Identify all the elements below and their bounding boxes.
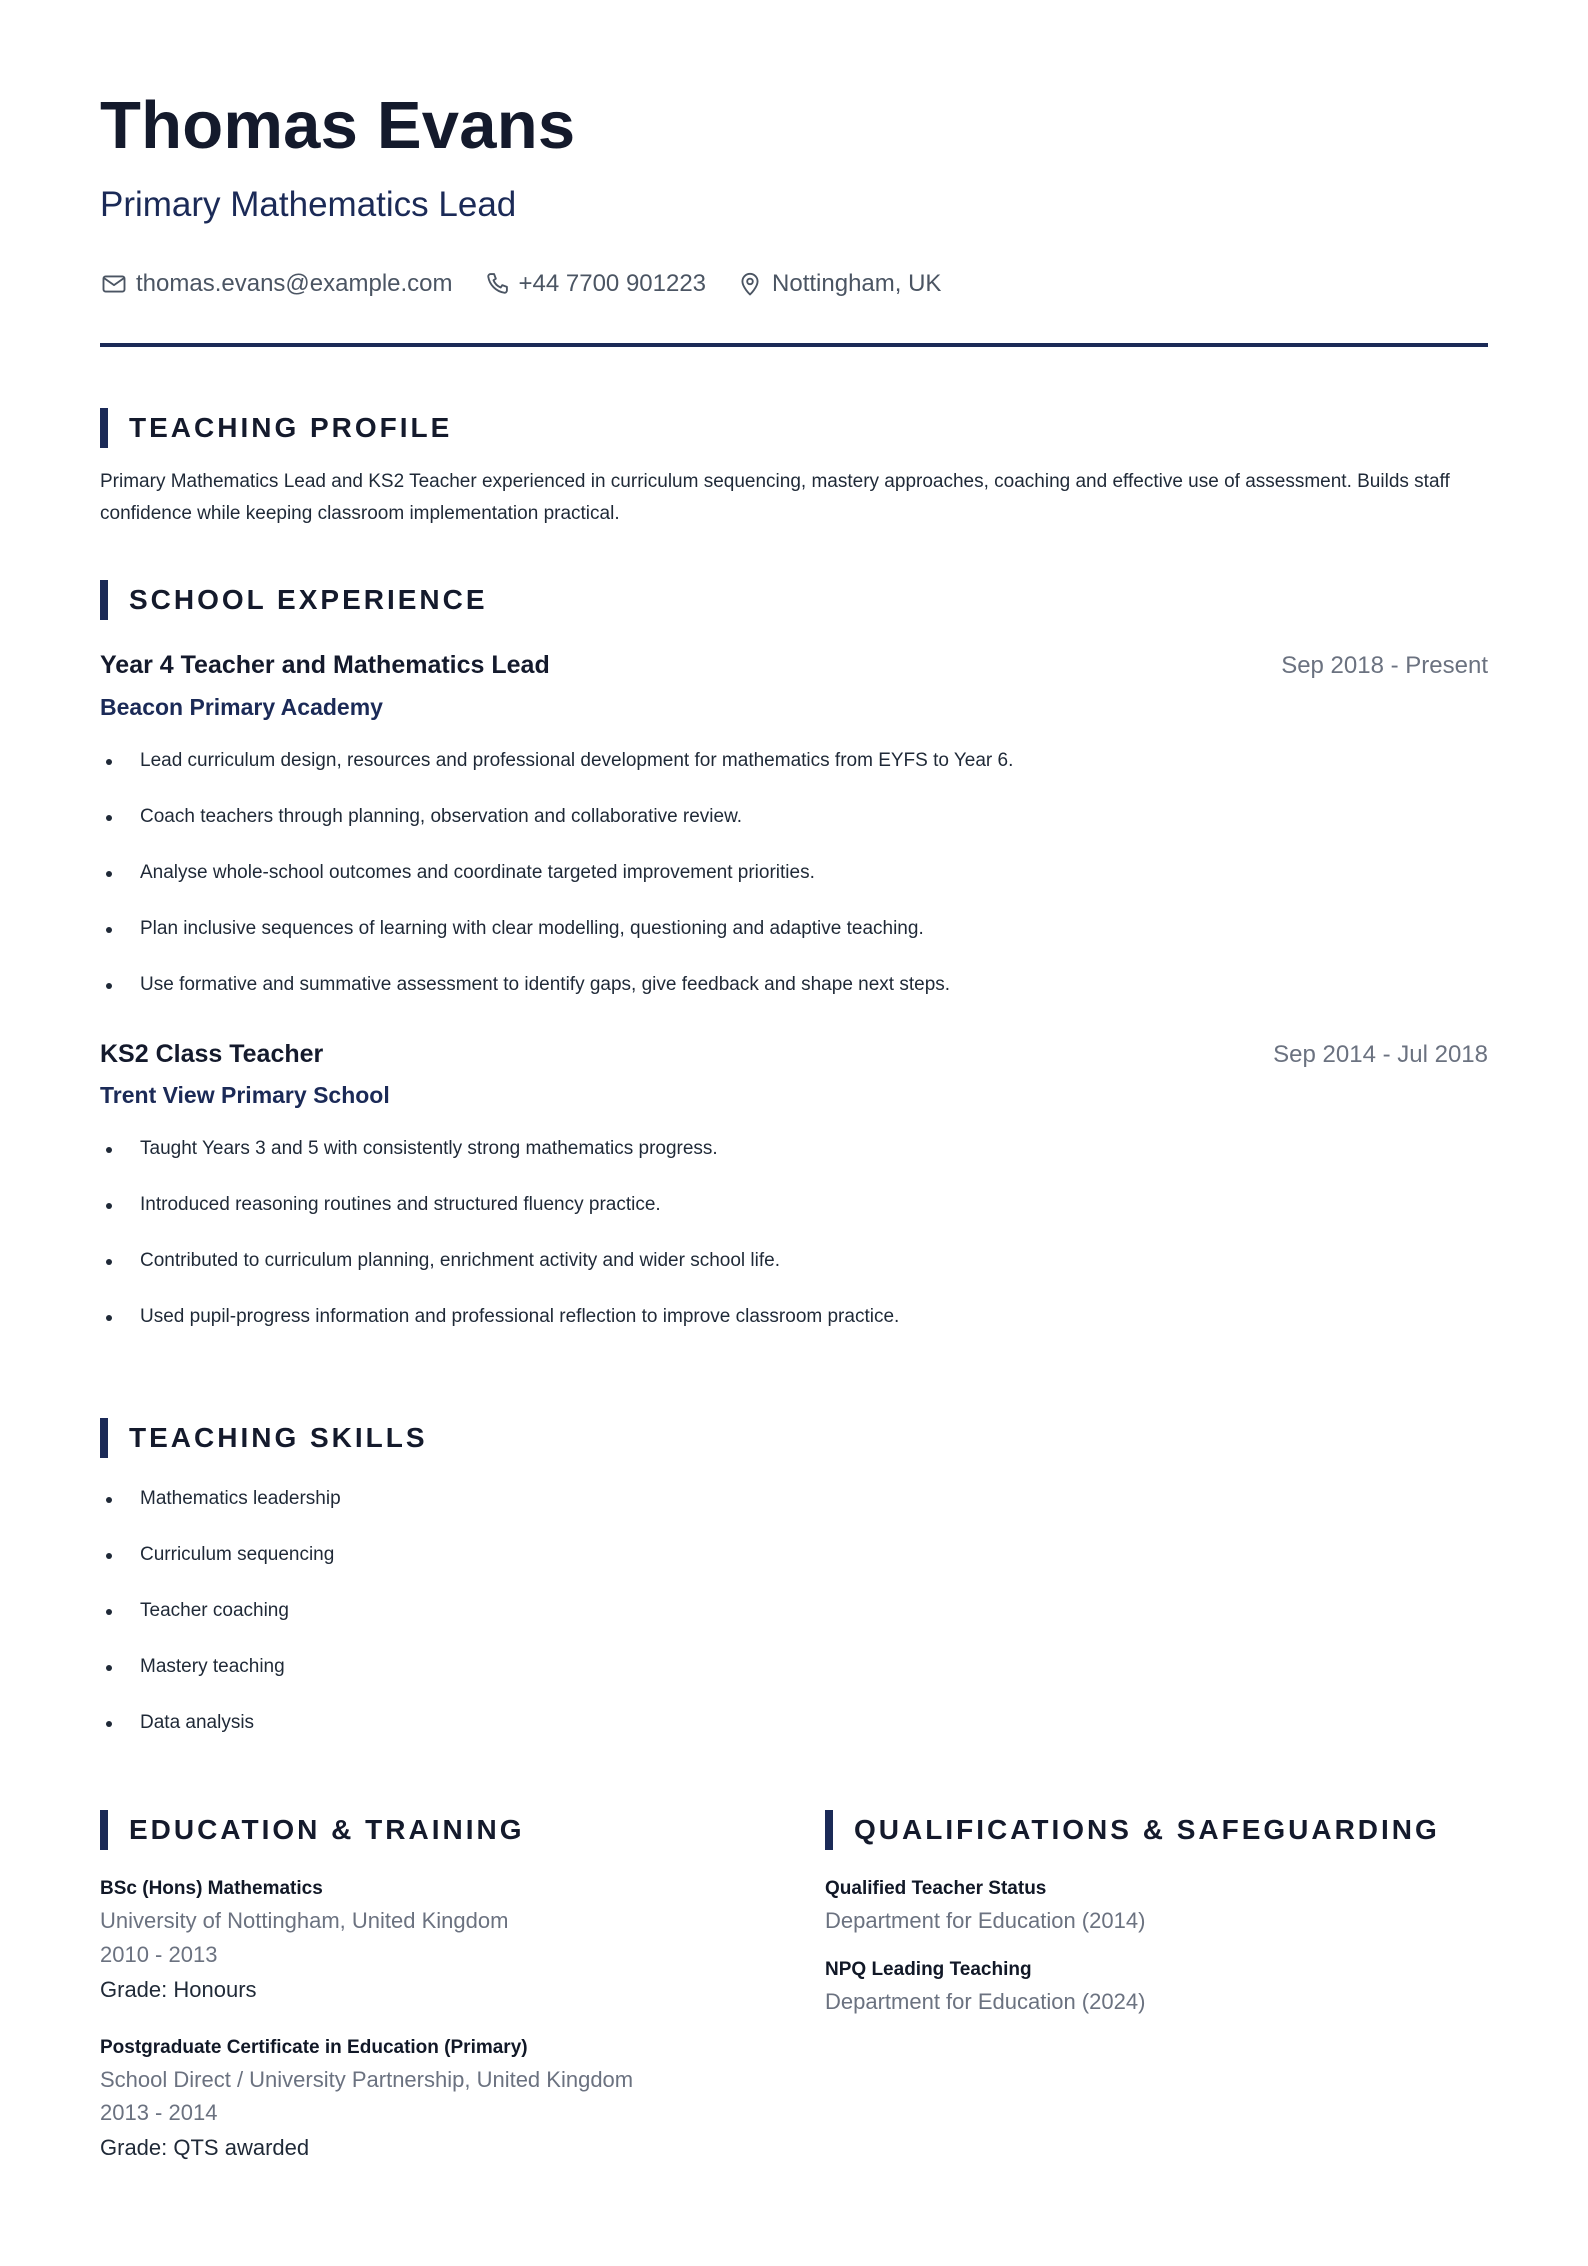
job-bullet: Plan inclusive sequences of learning with clear modelling, questioning and adaptive teaching. xyxy=(100,917,1013,973)
candidate-role: Primary Mathematics Lead xyxy=(100,185,517,224)
skill-item: Mathematics leadership xyxy=(100,1487,341,1543)
degree-dates: 2013 - 2014 xyxy=(100,2100,218,2125)
job-title: Year 4 Teacher and Mathematics Lead xyxy=(100,651,550,679)
job-bullet: Use formative and summative assessment to identify gaps, give feedback and shape next steps. xyxy=(100,973,1013,1029)
job-bullet: Analyse whole-school outcomes and coordinate targeted improvement priorities. xyxy=(100,861,1013,917)
job-bullet: Contributed to curriculum planning, enrichment activity and wider school life. xyxy=(100,1249,899,1305)
degree-institution: University of Nottingham, United Kingdom xyxy=(100,1908,509,1933)
job-bullet: Lead curriculum design, resources and professional development for mathematics from EYFS to Year 6. xyxy=(100,749,1013,805)
degree-title: Postgraduate Certificate in Education (Primary) xyxy=(100,2037,528,2058)
job-bullet: Used pupil-progress information and professional reflection to improve classroom practice. xyxy=(100,1305,899,1361)
skills-list xyxy=(100,1487,341,1767)
degree-institution: School Direct / University Partnership, United Kingdom xyxy=(100,2067,634,2092)
contact-phone[interactable] xyxy=(483,270,707,298)
qualifications-heading-text: QUALIFICATIONS & SAFEGUARDING xyxy=(854,1814,1440,1845)
mail-icon xyxy=(100,270,128,298)
location-text: Nottingham, UK xyxy=(772,270,942,297)
heading-accent-bar xyxy=(825,1810,833,1850)
experience-heading-text: SCHOOL EXPERIENCE xyxy=(129,584,488,615)
job-bullets xyxy=(100,1137,899,1361)
job-organization: Beacon Primary Academy xyxy=(100,694,383,720)
contact-row xyxy=(100,270,971,298)
skill-item: Curriculum sequencing xyxy=(100,1543,341,1599)
education-heading xyxy=(100,1810,524,1850)
skills-heading xyxy=(100,1418,428,1458)
heading-accent-bar xyxy=(100,1418,108,1458)
degree-title: BSc (Hons) Mathematics xyxy=(100,1878,323,1899)
phone-text: +44 7700 901223 xyxy=(518,270,707,297)
phone-icon xyxy=(483,270,511,298)
contact-email[interactable] xyxy=(100,270,453,298)
skill-item: Data analysis xyxy=(100,1711,341,1767)
degree-dates: 2010 - 2013 xyxy=(100,1942,218,1967)
degree-grade: Grade: QTS awarded xyxy=(100,2135,310,2160)
qualification-title: Qualified Teacher Status xyxy=(825,1878,1047,1899)
degree-grade: Grade: Honours xyxy=(100,1977,257,2002)
header-divider xyxy=(100,343,1488,347)
education-heading-text: EDUCATION & TRAINING xyxy=(129,1814,525,1845)
candidate-name: Thomas Evans xyxy=(100,88,576,163)
profile-heading xyxy=(100,408,452,448)
job-dates: Sep 2014 - Jul 2018 xyxy=(1273,1041,1488,1068)
contact-location xyxy=(736,270,941,298)
qualification-issuer: Department for Education (2014) xyxy=(825,1908,1146,1933)
heading-accent-bar xyxy=(100,1810,108,1850)
heading-accent-bar xyxy=(100,580,108,620)
qualifications-heading xyxy=(825,1810,1440,1850)
email-text: thomas.evans@example.com xyxy=(136,270,453,297)
qualification-issuer: Department for Education (2024) xyxy=(825,1989,1146,2014)
map-pin-icon xyxy=(736,270,764,298)
profile-heading-text: TEACHING PROFILE xyxy=(129,412,453,443)
job-bullet: Taught Years 3 and 5 with consistently strong mathematics progress. xyxy=(100,1137,899,1193)
job-bullet: Coach teachers through planning, observation and collaborative review. xyxy=(100,805,1013,861)
job-bullets xyxy=(100,749,1013,1029)
job-bullet: Introduced reasoning routines and structured fluency practice. xyxy=(100,1193,899,1249)
profile-summary: Primary Mathematics Lead and KS2 Teacher experienced in curriculum sequencing, mastery approaches, coaching and effective use of assessment. Builds staff confidence while keeping classroom implementation practical. xyxy=(100,471,1450,524)
job-title: KS2 Class Teacher xyxy=(100,1040,324,1068)
skill-item: Mastery teaching xyxy=(100,1655,341,1711)
heading-accent-bar xyxy=(100,408,108,448)
skills-heading-text: TEACHING SKILLS xyxy=(129,1422,428,1453)
experience-heading xyxy=(100,580,488,620)
job-dates: Sep 2018 - Present xyxy=(1281,652,1488,679)
job-organization: Trent View Primary School xyxy=(100,1082,390,1108)
skill-item: Teacher coaching xyxy=(100,1599,341,1655)
qualification-title: NPQ Leading Teaching xyxy=(825,1959,1032,1980)
